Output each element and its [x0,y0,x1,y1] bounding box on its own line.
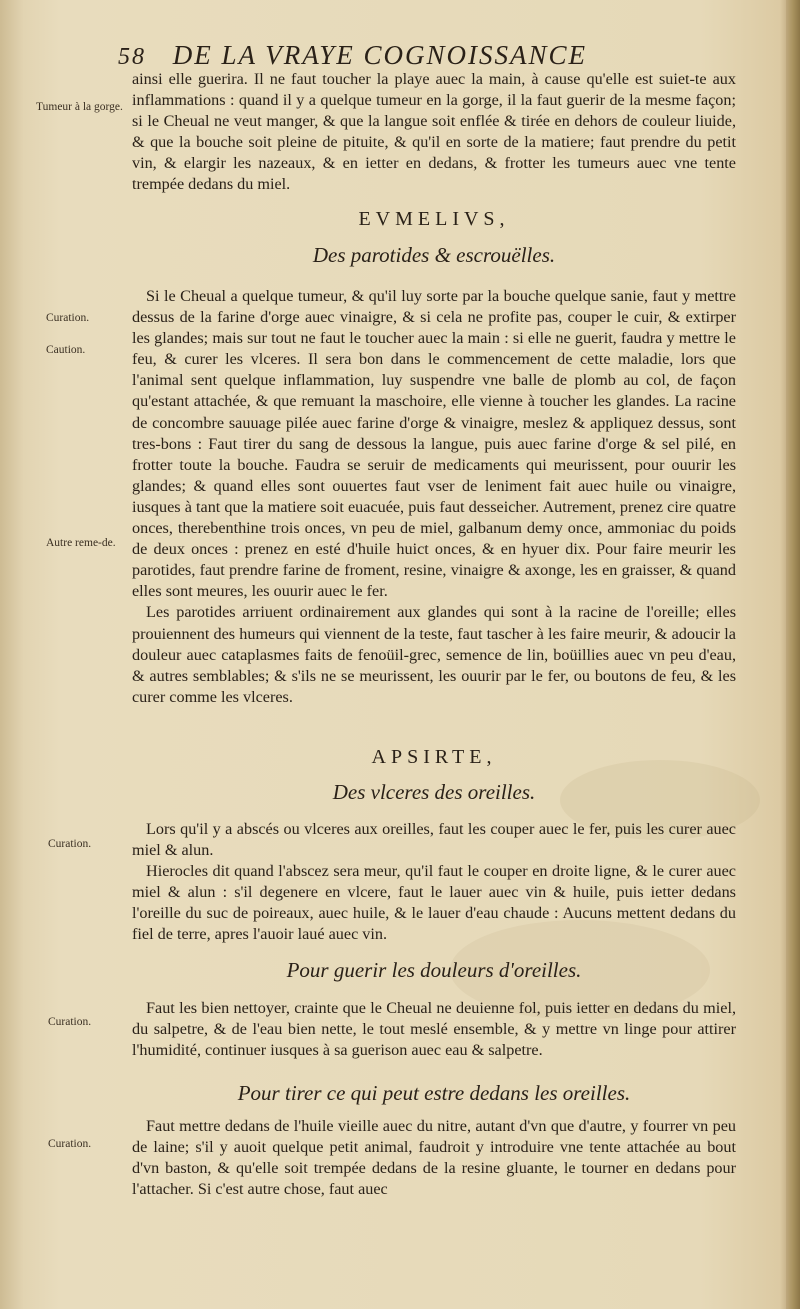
paragraph: Faut les bien nettoyer, crainte que le Cheual ne deuienne fol, puis ietter en dedans du miel, du salpetre, & de l'eau bien nette, le tout meslé ensemble, & y mettre vn linge pour attirer l'humidité, continuer iusques à sa guerison auec eau & salpetre. [132,999,736,1060]
section-author: EVMELIVS, [358,208,510,230]
section-body [132,819,736,946]
section-body [132,998,736,1061]
running-title: DE LA VRAYE COGNOISSANCE [172,40,588,70]
margin-note-tumeur: Tumeur à la gorge. [36,101,123,113]
page-edge [786,0,800,1309]
paragraph: Hierocles dit quand l'abscez sera meur, qu'il faut le couper en droite ligne, & le curer auec miel & alun : s'il degenere en vlcere, faut le lauer auec vin & huile, puis ietter dedans l'oreille du suc de poireaux, auec huile, & le lauer d'eau chaude : Aucuns mettent dedans du fiel de terre, apres l'auoir laué auec vin. [132,862,736,944]
section-body [132,286,736,708]
margin-note-autre-remede: Autre reme-de. [46,537,116,549]
margin-note-curation: Curation. [48,838,92,850]
paragraph: Les parotides arriuent ordinairement aux glandes qui sont à la racine de l'oreille; elles prouiennent des humeurs qui viennent de la teste, faut tascher à les faire meurir, & adoucir la douleur auec cataplasmes faits de fenoüil-grec, semence de lin, boüillies auec vn peu d'eau, & autres semblables; & s'ils ne se meurissent, les ouurir par le fer, ou boutons de feu, & les curer comme les vlceres. [132,603,736,706]
section-body [132,1116,736,1200]
page-number: 58 [118,44,146,70]
margin-note-curation: Curation. [46,312,90,324]
margin-note-caution: Caution. [46,344,86,356]
margin-note-curation: Curation. [48,1016,92,1028]
paragraph: Faut mettre dedans de l'huile vieille auec du nitre, autant d'vn que d'autre, y fourrer vn peu de laine; s'il y auoit quelque petit animal, faudroit y introduire vne tente attachée au bout d'vn baston, & qu'elle soit trempée dedans de la resine gluante, le tourner en dedans pour l'attacher. Si c'est autre chose, faut auec [132,1117,736,1199]
section-continuation [132,69,736,196]
paragraph: ainsi elle guerira. Il ne faut toucher la playe auec la main, à cause qu'elle est suiet-te aux inflammations : quand il y a quelque tumeur en la gorge, il la faut guerir de la mesme façon; si le Cheual ne veut manger, & que la langue soit enflée & tirée en dehors de couleur liuide, & que la bouche soit pleine de pituite, & qu'il en sorte de la matiere; faut prendre du petit vin, & elargir les nazeaux, & en ietter en dedans, & frotter les tumeurs auec vne tente trempée dedans du miel. [132,70,736,194]
section-title: Des vlceres des oreilles. [332,780,536,804]
section-title: Pour tirer ce qui peut estre dedans les oreilles. [237,1081,631,1105]
section-title: Pour guerir les douleurs d'oreilles. [286,958,582,982]
paragraph: Si le Cheual a quelque tumeur, & qu'il luy sorte par la bouche quelque sanie, faut y mettre dessus de la farine d'orge auec vinaigre, & si cela ne profite pas, couper le cuir, & extirper les glandes; mais sur tout ne faut le toucher auec la main : si elle ne guerit, faudra y mettre le feu, & curer les vlceres. Il sera bon dans le commencement de cette maladie, lors que l'animal sent quelque inflammation, luy suspendre vne balle de plomb au col, de façon qu'estant attachée, & que remuant la maschoire, elle vienne à toucher les glandes. La racine de concombre sauuage pilée auec farine d'orge & vinaigre, meslez & appliquez dessus, sont tres-bons : Faut tirer du sang de dessous la langue, puis auec farine d'orge & sel pilé, en frotter toute la bouche. Faudra se seruir de medicaments qui meurissent, pour ouurir les glandes; & quand elles sont ouuertes faut vser de leniment fait auec huile ou vinaigre, iusques à tant que la matiere soit euacuée, puis faut desseicher. Autrement, prenez cire quatre onces, therebenthine trois onces, vn peu de miel, galbanum demy once, ammoniac du poids de deux onces : prenez en esté d'huile huict onces, & en hyuer dix. Pour faire meurir les parotides, faut prendre farine de froment, resine, vinaigre & axonge, les en graisser, & quand elles sont meures, les ouurir auec le fer. [132,287,736,601]
paragraph: Lors qu'il y a abscés ou vlceres aux oreilles, faut les couper auec le fer, puis les curer auec miel & alun. [132,820,736,860]
section-title: Des parotides & escrouëlles. [312,243,556,267]
section-author: APSIRTE, [371,746,497,768]
margin-note-curation: Curation. [48,1138,92,1150]
